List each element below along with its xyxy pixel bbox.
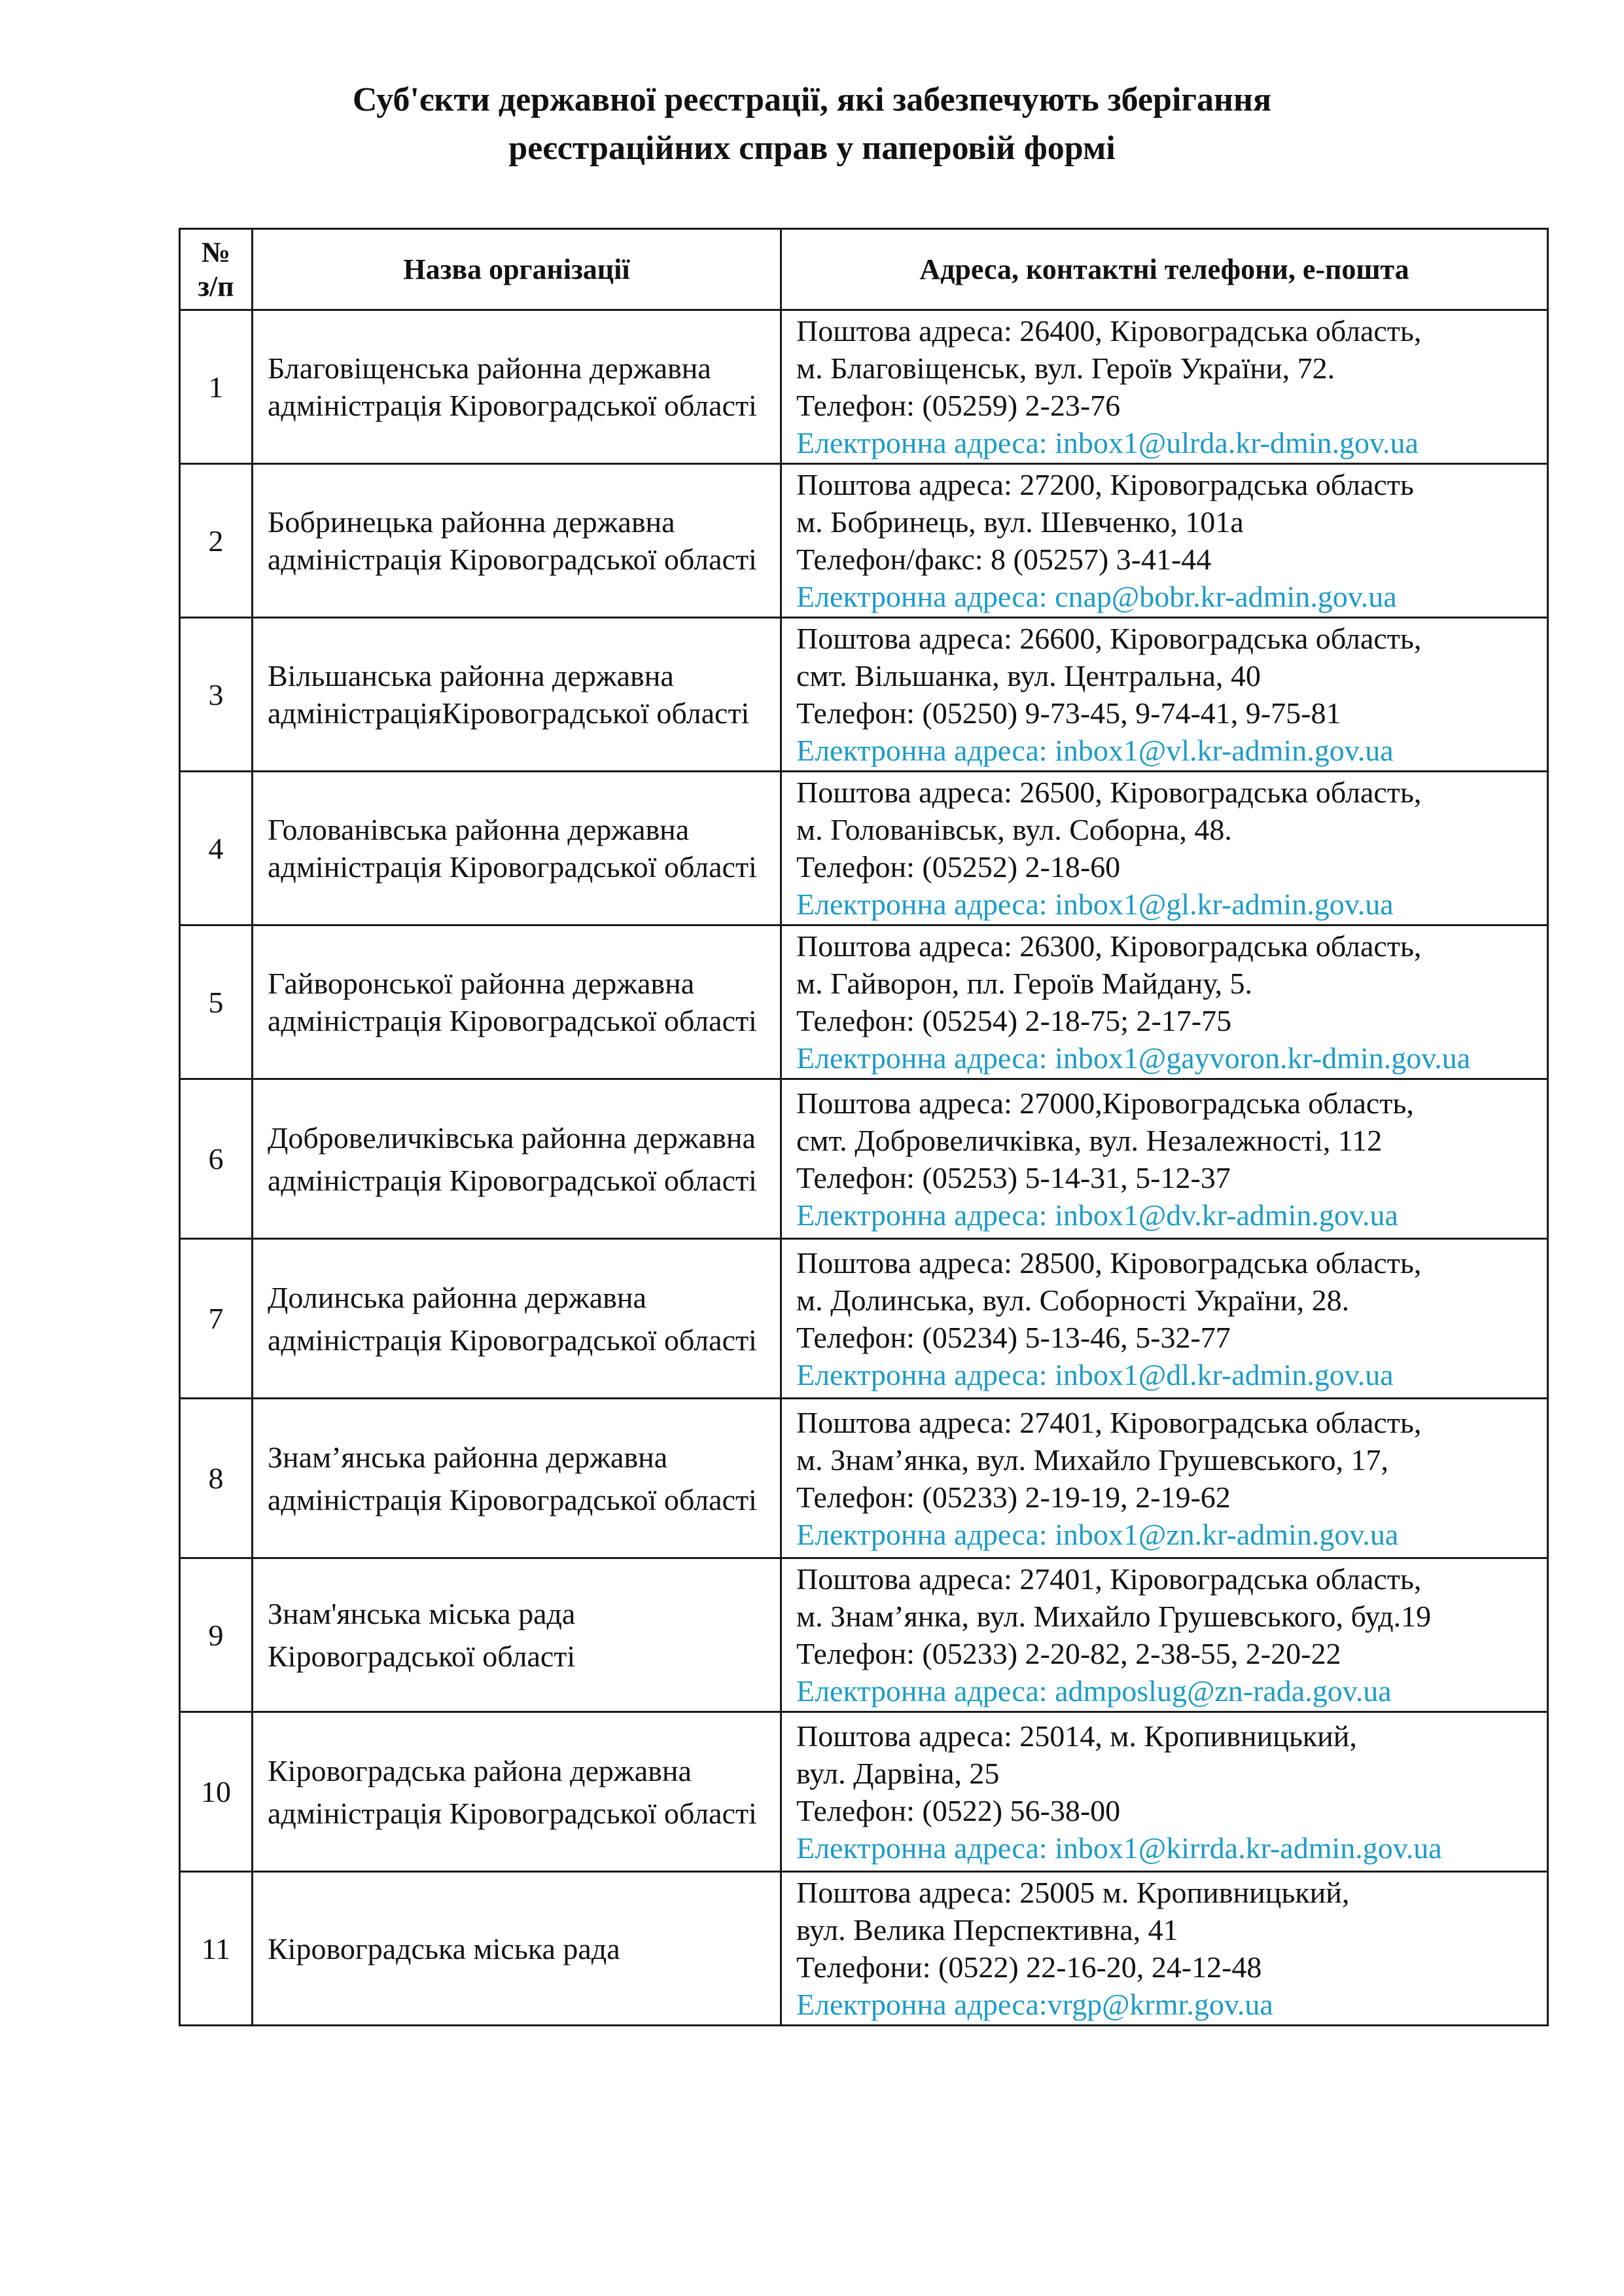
organization-name: Знам’янська районна державна адміністрація Кіровоградської області <box>253 1399 781 1558</box>
organization-name: Вільшанська районна державна адміністраціяКіровоградської області <box>253 618 781 772</box>
postal-address: Поштова адреса: 27401, Кіровоградська область, <box>796 1405 1422 1439</box>
row-number: 5 <box>180 925 253 1079</box>
row-number: 9 <box>180 1558 253 1712</box>
phone: Телефони: (0522) 22-16-20, 24-12-48 <box>796 1950 1262 1984</box>
street-address: м. Голованівськ, вул. Соборна, 48. <box>796 813 1232 846</box>
title-line-2: реєстраційних справ у паперовій формі <box>508 130 1116 167</box>
header-number-symbol: № <box>201 236 231 268</box>
title-line-1: Суб'єкти державної реєстрації, які забезпечують зберігання <box>352 81 1272 118</box>
address-cell <box>781 1239 1548 1399</box>
table-header-row <box>180 229 1548 310</box>
organization-name: Знам'янська міська рада Кіровоградської області <box>253 1558 781 1712</box>
postal-address: Поштова адреса: 26300, Кіровоградська область, <box>796 929 1422 963</box>
row-number: 4 <box>180 772 253 925</box>
organization-name: Долинська районна державна адміністрація Кіровоградської області <box>253 1239 781 1399</box>
phone: Телефон: (05233) 2-19-19, 2-19-62 <box>796 1480 1231 1514</box>
table-row <box>180 925 1548 1079</box>
email-address: Електронна адреса: cnap@bobr.kr-admin.gov.ua <box>796 580 1397 613</box>
header-address: Адреса, контактні телефони, е-пошта <box>781 229 1548 310</box>
phone: Телефон: (0522) 56-38-00 <box>796 1793 1121 1827</box>
row-number: 3 <box>180 618 253 772</box>
phone: Телефон: (05252) 2-18-60 <box>796 850 1121 884</box>
email-address: Електронна адреса: inbox1@dv.kr-admin.gov.ua <box>796 1198 1398 1232</box>
row-number: 8 <box>180 1399 253 1558</box>
phone: Телефон: (05250) 9-73-45, 9-74-41, 9-75-81 <box>796 696 1341 730</box>
organization-name: Гайворонської районна державна адміністрація Кіровоградської області <box>253 925 781 1079</box>
email-address: Електронна адреса: inbox1@dl.kr-admin.gov.ua <box>796 1357 1394 1391</box>
table-row <box>180 1872 1548 2026</box>
phone: Телефон: (05233) 2-20-82, 2-38-55, 2-20-22 <box>796 1637 1341 1670</box>
address-cell <box>781 772 1548 925</box>
address-cell <box>781 1712 1548 1872</box>
organization-name: Благовіщенська районна державна адміністрація Кіровоградської області <box>253 310 781 464</box>
address-cell <box>781 925 1548 1079</box>
email-address: Електронна адреса: inbox1@zn.kr-admin.gov.ua <box>796 1517 1399 1551</box>
street-address: вул. Дарвіна, 25 <box>796 1756 1000 1790</box>
phone: Телефон: (05234) 5-13-46, 5-32-77 <box>796 1320 1231 1354</box>
email-address: Електронна адреса: inbox1@vl.kr-admin.gov.ua <box>796 734 1394 767</box>
header-number <box>180 229 253 310</box>
row-number: 10 <box>180 1712 253 1872</box>
header-number-abbr: з/п <box>198 270 234 302</box>
organization-name: Кіровоградська района державна адміністрація Кіровоградської області <box>253 1712 781 1872</box>
document-title <box>0 76 1624 173</box>
table-row <box>180 618 1548 772</box>
phone: Телефон: (05254) 2-18-75; 2-17-75 <box>796 1004 1232 1037</box>
street-address: вул. Велика Перспективна, 41 <box>796 1913 1178 1946</box>
email-address: Електронна адреса:vrgp@krmr.gov.ua <box>796 1988 1273 2021</box>
organization-name: Бобринецька районна державна адміністрація Кіровоградської області <box>253 464 781 618</box>
email-address: Електронна адреса: inbox1@gayvoron.kr-dmin.gov.ua <box>796 1041 1471 1075</box>
registration-subjects-table <box>179 228 1549 2026</box>
address-cell <box>781 1558 1548 1712</box>
table-row <box>180 310 1548 464</box>
address-cell <box>781 618 1548 772</box>
address-cell <box>781 1872 1548 2026</box>
row-number: 6 <box>180 1079 253 1239</box>
phone: Телефон/факс: 8 (05257) 3-41-44 <box>796 543 1212 576</box>
table-row <box>180 1558 1548 1712</box>
street-address: смт. Добровеличківка, вул. Незалежності, 112 <box>796 1123 1383 1157</box>
postal-address: Поштова адреса: 25005 м. Кропивницький, <box>796 1876 1350 1909</box>
street-address: м. Благовіщенськ, вул. Героїв України, 72. <box>796 351 1335 385</box>
row-number: 7 <box>180 1239 253 1399</box>
postal-address: Поштова адреса: 27401, Кіровоградська область, <box>796 1562 1422 1596</box>
table-row <box>180 1239 1548 1399</box>
postal-address: Поштова адреса: 27200, Кіровоградська область <box>796 468 1414 501</box>
address-cell <box>781 310 1548 464</box>
address-cell <box>781 464 1548 618</box>
postal-address: Поштова адреса: 25014, м. Кропивницький, <box>796 1719 1357 1753</box>
address-cell <box>781 1399 1548 1558</box>
phone: Телефон: (05253) 5-14-31, 5-12-37 <box>796 1160 1231 1194</box>
table-row <box>180 772 1548 925</box>
table-row <box>180 1399 1548 1558</box>
table-row <box>180 1079 1548 1239</box>
row-number: 2 <box>180 464 253 618</box>
table-row <box>180 464 1548 618</box>
street-address: м. Гайворон, пл. Героїв Майдану, 5. <box>796 967 1252 1000</box>
email-address: Електронна адреса: inbox1@kirrda.kr-admin.gov.ua <box>796 1831 1442 1865</box>
postal-address: Поштова адреса: 26400, Кіровоградська область, <box>796 314 1422 348</box>
table-row <box>180 1712 1548 1872</box>
email-address: Електронна адреса: admposlug@zn-rada.gov.ua <box>796 1674 1392 1708</box>
email-address: Електронна адреса: inbox1@gl.kr-admin.gov.ua <box>796 888 1394 921</box>
phone: Телефон: (05259) 2-23-76 <box>796 389 1121 422</box>
organization-name: Голованівська районна державна адміністрація Кіровоградської області <box>253 772 781 925</box>
postal-address: Поштова адреса: 27000,Кіровоградська область, <box>796 1086 1414 1120</box>
postal-address: Поштова адреса: 26600, Кіровоградська область, <box>796 622 1422 655</box>
header-organization: Назва організації <box>253 229 781 310</box>
street-address: м. Бобринець, вул. Шевченко, 101а <box>796 505 1244 539</box>
address-cell <box>781 1079 1548 1239</box>
street-address: м. Знам’янка, вул. Михайло Грушевського, 17, <box>796 1443 1388 1477</box>
street-address: м. Знам’янка, вул. Михайло Грушевського, буд.19 <box>796 1600 1432 1633</box>
row-number: 11 <box>180 1872 253 2026</box>
street-address: м. Долинська, вул. Соборності України, 28. <box>796 1283 1350 1317</box>
organization-name: Кіровоградська міська рада <box>253 1872 781 2026</box>
postal-address: Поштова адреса: 28500, Кіровоградська область, <box>796 1246 1422 1280</box>
row-number: 1 <box>180 310 253 464</box>
email-address: Електронна адреса: inbox1@ulrda.kr-dmin.gov.ua <box>796 426 1419 459</box>
street-address: смт. Вільшанка, вул. Центральна, 40 <box>796 659 1261 692</box>
postal-address: Поштова адреса: 26500, Кіровоградська область, <box>796 776 1422 809</box>
organization-name: Добровеличківська районна державна адміністрація Кіровоградської області <box>253 1079 781 1239</box>
